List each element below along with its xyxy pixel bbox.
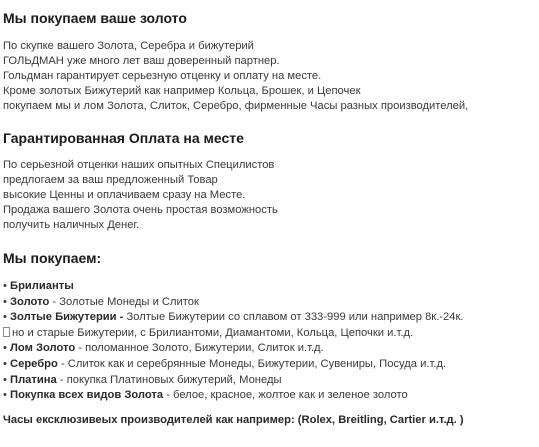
payment-line: получить наличных Денег. bbox=[3, 219, 140, 231]
item-text: - поломанное Золото, Бижутерии, Слиток и.т.д. bbox=[75, 342, 324, 355]
item-text: но и старые Бижутерии, с Брилиантоми, Диамантоми, Кольца, Цепочки и.т.д. bbox=[12, 326, 414, 339]
item-text: - Золотые Монеды и Слиток bbox=[49, 295, 199, 308]
section-title-we-buy: Мы покупаем: bbox=[3, 250, 102, 266]
list-item bbox=[3, 341, 463, 357]
bullet: • bbox=[3, 373, 11, 386]
watches-footer: Часы ексклюзивеых производителей как например: (Rolex, Breitling, Cartier и.т.д. ) bbox=[3, 414, 464, 426]
payment-line: предлогаем за ваш предложенный Товар bbox=[3, 174, 218, 186]
item-term: Золото bbox=[10, 295, 50, 308]
we-buy-list bbox=[3, 279, 463, 404]
intro-line: Кроме золотых Бижутерий как например Кольца, Брошек, и Цепочек bbox=[3, 85, 361, 97]
list-item bbox=[3, 295, 463, 311]
item-text: - Слиток как и серебрянные Монеды, Бижутерии, Сувениры, Посуда и.т.д. bbox=[57, 357, 447, 370]
intro-line: ГОЛЬДМАН уже много лет ваш доверенный партнер. bbox=[3, 55, 280, 67]
list-item bbox=[3, 279, 463, 295]
bullet: • bbox=[3, 389, 11, 402]
item-term: Золтые Бижутерии - bbox=[10, 311, 124, 324]
item-term: Лом Золото bbox=[10, 342, 76, 355]
payment-line: высокие Ценны и оплачиваем сразу на Месте. bbox=[3, 189, 246, 201]
list-item bbox=[3, 388, 463, 404]
bullet: • bbox=[3, 342, 11, 355]
bullet: • bbox=[3, 280, 11, 292]
bullet: • bbox=[3, 311, 11, 324]
intro-line: покупаем мы и лом Золота, Слиток, Серебро, фирменные Часы разных производителей, bbox=[3, 100, 469, 112]
list-item bbox=[3, 357, 463, 373]
intro-line: По скупке вашего Золота, Серебра и бижутерий bbox=[3, 40, 254, 52]
item-term: Брилианты bbox=[10, 280, 74, 292]
item-term: Серебро bbox=[10, 357, 58, 370]
item-text: - покупка Платиновых бижутерий, Монеды bbox=[56, 373, 282, 386]
payment-line: По серьезной отценки наших опытных Специлистов bbox=[3, 159, 275, 171]
bullet: • bbox=[3, 357, 11, 370]
list-item bbox=[3, 373, 463, 389]
section-title-buy-gold: Мы покупаем ваше золото bbox=[3, 10, 187, 26]
item-term: Покупка всех видов Золота bbox=[10, 389, 164, 402]
item-text: - белое, красное, жолтое как и зеленое золото bbox=[163, 389, 408, 402]
section-title-guaranteed-payment: Гарантированная Оплата на месте bbox=[3, 130, 244, 146]
item-text: Золтые Бижутерии со сплавом от 333-999 или например 8к.-24к. bbox=[123, 311, 464, 324]
missing-glyph-icon bbox=[3, 327, 10, 337]
bullet: • bbox=[3, 295, 11, 308]
item-term: Платина bbox=[10, 373, 57, 386]
payment-line: Продажа вашего Золота очень простая возможность bbox=[3, 204, 278, 216]
intro-paragraph bbox=[3, 39, 468, 114]
list-item bbox=[3, 310, 463, 326]
intro-line: Гольдман гарантирует серьезную отценку и оплату на месте. bbox=[3, 70, 322, 82]
list-item-continuation bbox=[3, 326, 463, 342]
payment-paragraph bbox=[3, 158, 278, 233]
